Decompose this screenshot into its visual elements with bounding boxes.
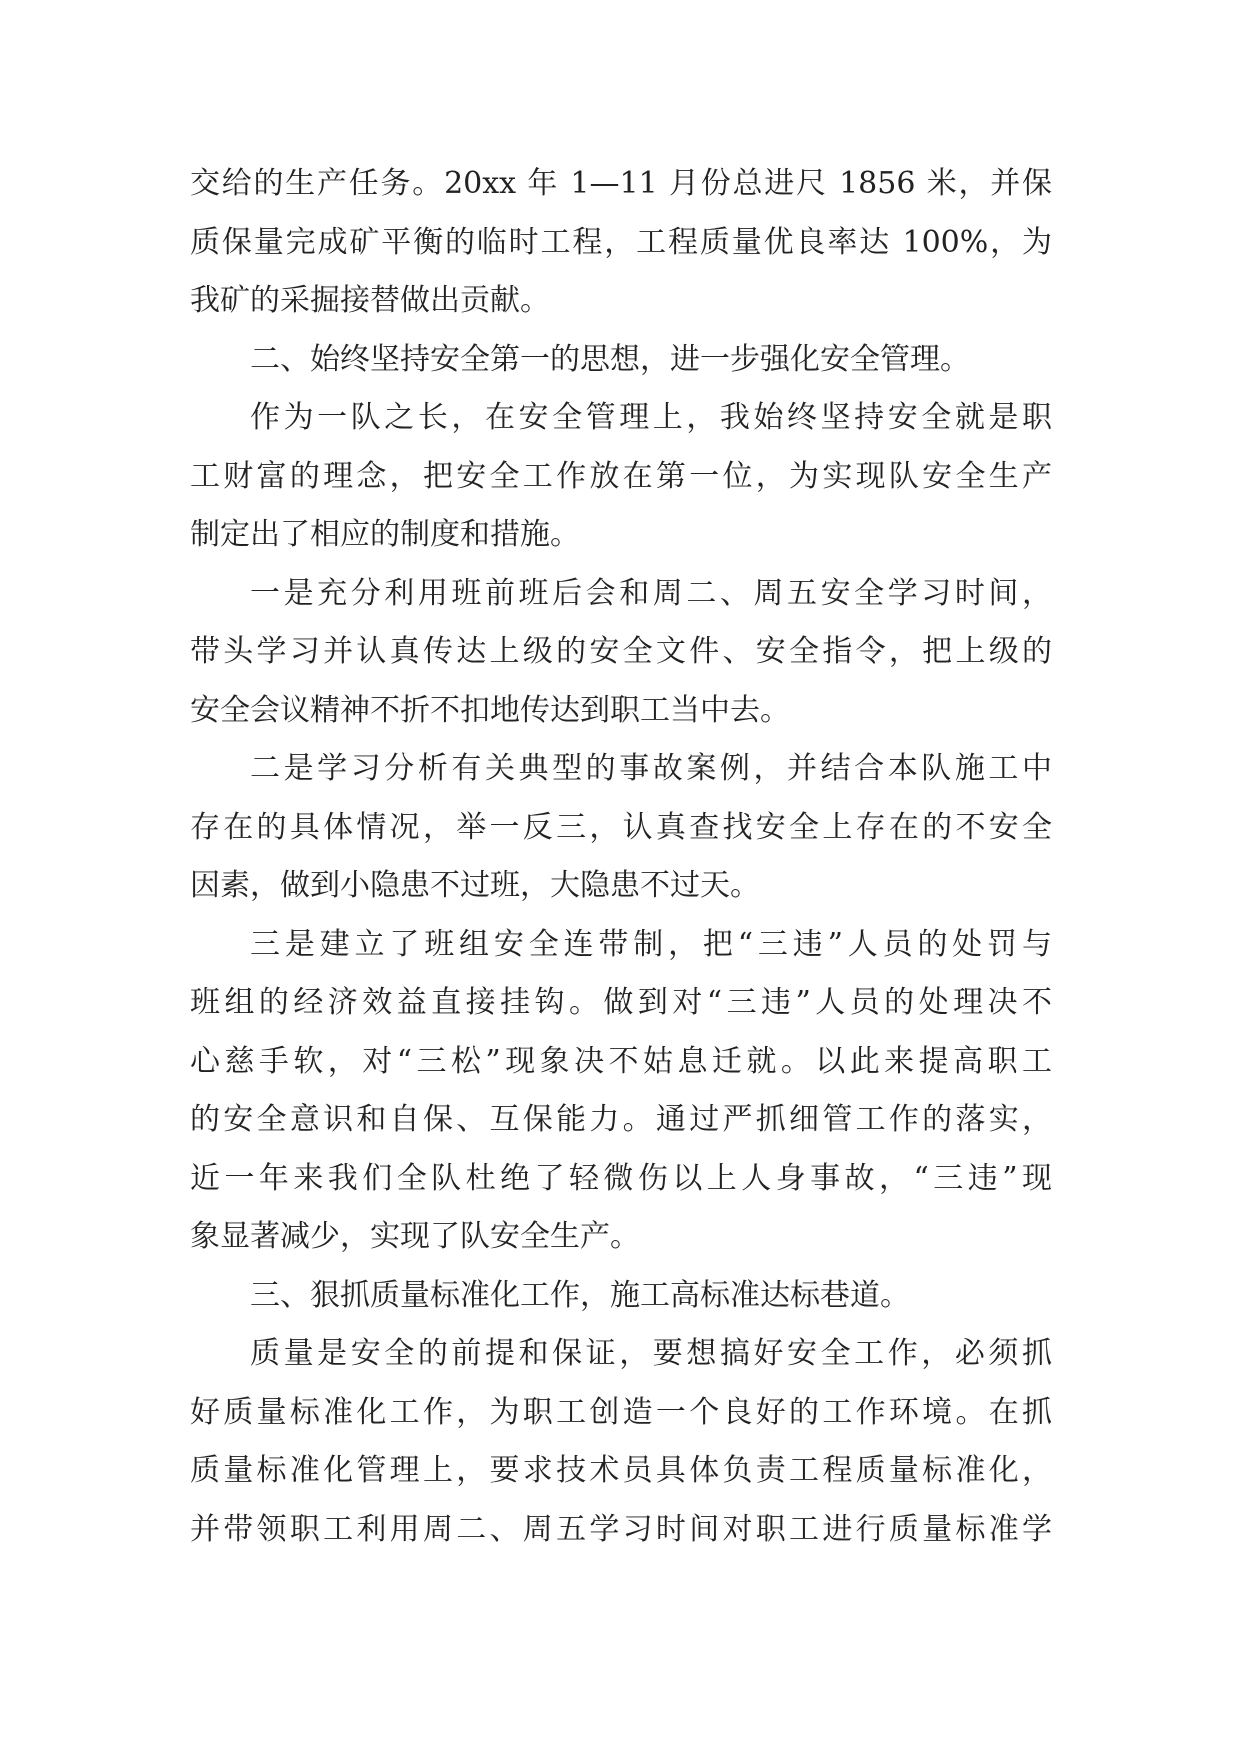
text-line: 质量是安全的前提和保证，要想搞好安全工作，必须抓 (250, 1336, 1052, 1371)
text-line: 并带领职工利用周二、周五学习时间对职工进行质量标准学 (190, 1511, 1052, 1547)
text-line: 好质量标准化工作，为职工创造一个良好的工作环境。在抓 (190, 1394, 1052, 1430)
text-line: 三是建立了班组安全连带制，把“三违”人员的处罚与 (250, 926, 1052, 962)
text-line: 制定出了相应的制度和措施。 (190, 517, 580, 552)
text-line: 质量标准化管理上，要求技术员具体负责工程质量标准化， (190, 1453, 1052, 1488)
text-line: 存在的具体情况，举一反三，认真查找安全上存在的不安全 (190, 809, 1052, 845)
text-line: 的安全意识和自保、互保能力。通过严抓细管工作的落实， (190, 1102, 1052, 1137)
text-line: 工财富的理念，把安全工作放在第一位，为实现队安全生产 (190, 458, 1052, 494)
text-line: 一是充分利用班前班后会和周二、周五安全学习时间， (250, 575, 1052, 611)
text-line: 班组的经济效益直接挂钩。做到对“三违”人员的处理决不 (190, 985, 1052, 1020)
text-line: 二是学习分析有关典型的事故案例，并结合本队施工中 (250, 751, 1052, 786)
body-text (190, 155, 1052, 1559)
text-line: 作为一队之长，在安全管理上，我始终坚持安全就是职 (250, 400, 1052, 435)
text-line: 安全会议精神不折不扣地传达到职工当中去。 (190, 692, 790, 728)
text-line: 我矿的采掘接替做出贡献。 (190, 283, 550, 318)
text-line: 心慈手软，对“三松”现象决不姑息迁就。以此来提高职工 (190, 1043, 1052, 1079)
text-line: 因素，做到小隐患不过班，大隐患不过天。 (190, 868, 760, 903)
text-line: 质保量完成矿平衡的临时工程，工程质量优良率达 100%，为 (190, 224, 1052, 260)
text-line: 二、始终坚持安全第一的思想，进一步强化安全管理。 (250, 341, 970, 377)
text-line: 象显著减少，实现了队安全生产。 (190, 1219, 640, 1254)
text-line: 近一年来我们全队杜绝了轻微伤以上人身事故，“三违”现 (190, 1160, 1052, 1196)
text-line: 带头学习并认真传达上级的安全文件、安全指令，把上级的 (190, 634, 1052, 669)
text-line: 三、狠抓质量标准化工作，施工高标准达标巷道。 (250, 1277, 910, 1313)
text-line: 交给的生产任务。20xx 年 1—11 月份总进尺 1856 米，并保 (190, 166, 1052, 201)
